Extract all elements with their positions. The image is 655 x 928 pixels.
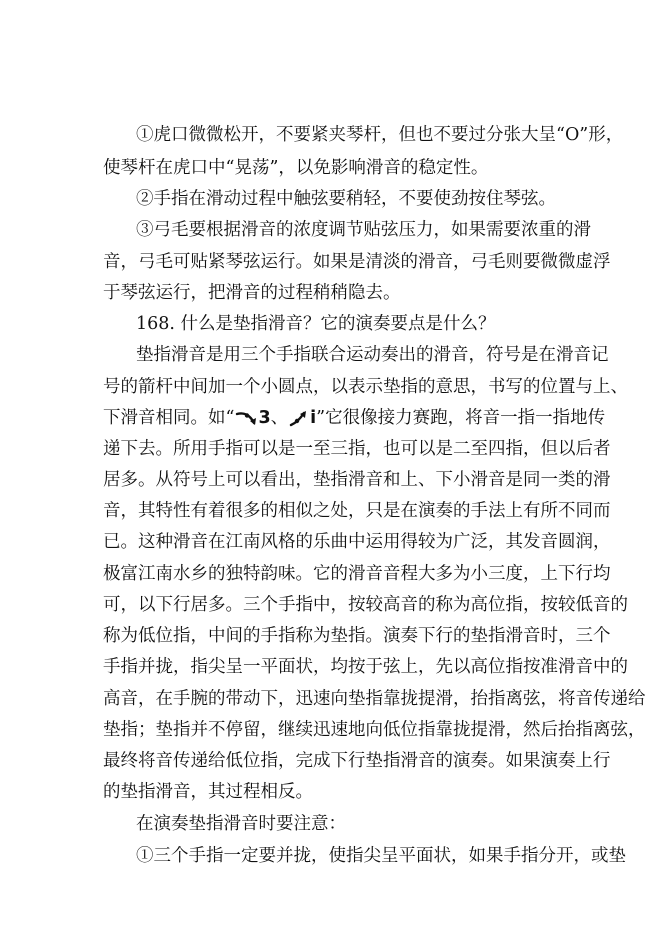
paragraph-line: 的垫指滑音，其过程相反。: [103, 782, 313, 802]
paragraph-line: 使琴杆在虎口中“晃荡”，以免影响滑音的稳定性。: [103, 158, 489, 178]
paragraph-line: ③弓毛要根据滑音的浓度调节贴弦压力，如果需要浓重的滑: [136, 220, 591, 240]
paragraph-line-with-notation: [103, 407, 606, 431]
note-i: i: [310, 408, 317, 428]
paragraph-line: ①虎口微微松开，不要紧夹琴杆，但也不要过分张大呈“O”形，: [136, 125, 624, 145]
paragraph-line: 高音，在手腕的带动下，迅速向垫指靠拢提滑，抬指离弦，将音传递给: [103, 689, 646, 709]
paragraph-line: 已。这种滑音在江南风格的乐曲中运用得较为广泛，其发音圆润，: [103, 532, 611, 552]
glide-notation-down-icon: [234, 409, 258, 429]
paragraph-line: 手指并拢，指尖呈一平面状，均按于弦上，先以高位指按准滑音中的: [103, 657, 628, 677]
paragraph-line: ①三个手指一定要并拢，使指尖呈平面状，如果手指分开，或垫: [136, 846, 626, 866]
paragraph-line: 极富江南水乡的独特韵味。它的滑音音程大多为小三度，上下行均: [103, 564, 611, 584]
line-start-text: 下滑音相同。如“: [103, 408, 235, 428]
paragraph-line: 最终将音传递给低位指，完成下行垫指滑音的演奏。如果演奏上行: [103, 751, 611, 771]
paragraph-line: 递下去。所用手指可以是一至三指，也可以是二至四指，但以后者: [103, 439, 611, 459]
paragraph-line: 于琴弦运行，把滑音的过程稍稍隐去。: [103, 283, 401, 303]
close-quote: ”: [316, 408, 326, 428]
paragraph-line: 号的箭杆中间加一个小圆点，以表示垫指的意思，书写的位置与上、: [103, 377, 628, 397]
paragraph-line: 在演奏垫指滑音时要注意：: [136, 814, 346, 834]
glide-notation-up-icon: [288, 409, 310, 429]
question-heading: 168. 什么是垫指滑音？它的演奏要点是什么？: [136, 314, 496, 334]
paragraph-line: 可，以下行居多。三个手指中，按较高音的称为高位指，按较低音的: [103, 595, 628, 615]
paragraph-line: 音，弓毛可贴紧琴弦运行。如果是清淡的滑音，弓毛则要微微虚浮: [103, 252, 611, 272]
line-end-text: 它很像接力赛跑，将音一指一指地传: [325, 408, 606, 428]
paragraph-line: ②手指在滑动过程中触弦要稍轻，不要使劲按住琴弦。: [136, 189, 556, 209]
paragraph-line: 垫指滑音是用三个手指联合运动奏出的滑音，符号是在滑音记: [136, 345, 609, 365]
paragraph-line: 垫指；垫指并不停留，继续迅速地向低位指靠拢提滑，然后抬指离弦，: [103, 720, 646, 740]
paragraph-line: 音，其特性有着很多的相似之处，只是在演奏的手法上有所不同而: [103, 501, 611, 521]
note-3: 3: [258, 408, 271, 428]
notation-separator: 、: [270, 408, 289, 428]
paragraph-line: 称为低位指，中间的手指称为垫指。演奏下行的垫指滑音时，三个: [103, 626, 611, 646]
paragraph-line: 居多。从符号上可以看出，垫指滑音和上、下小滑音是同一类的滑: [103, 470, 611, 490]
